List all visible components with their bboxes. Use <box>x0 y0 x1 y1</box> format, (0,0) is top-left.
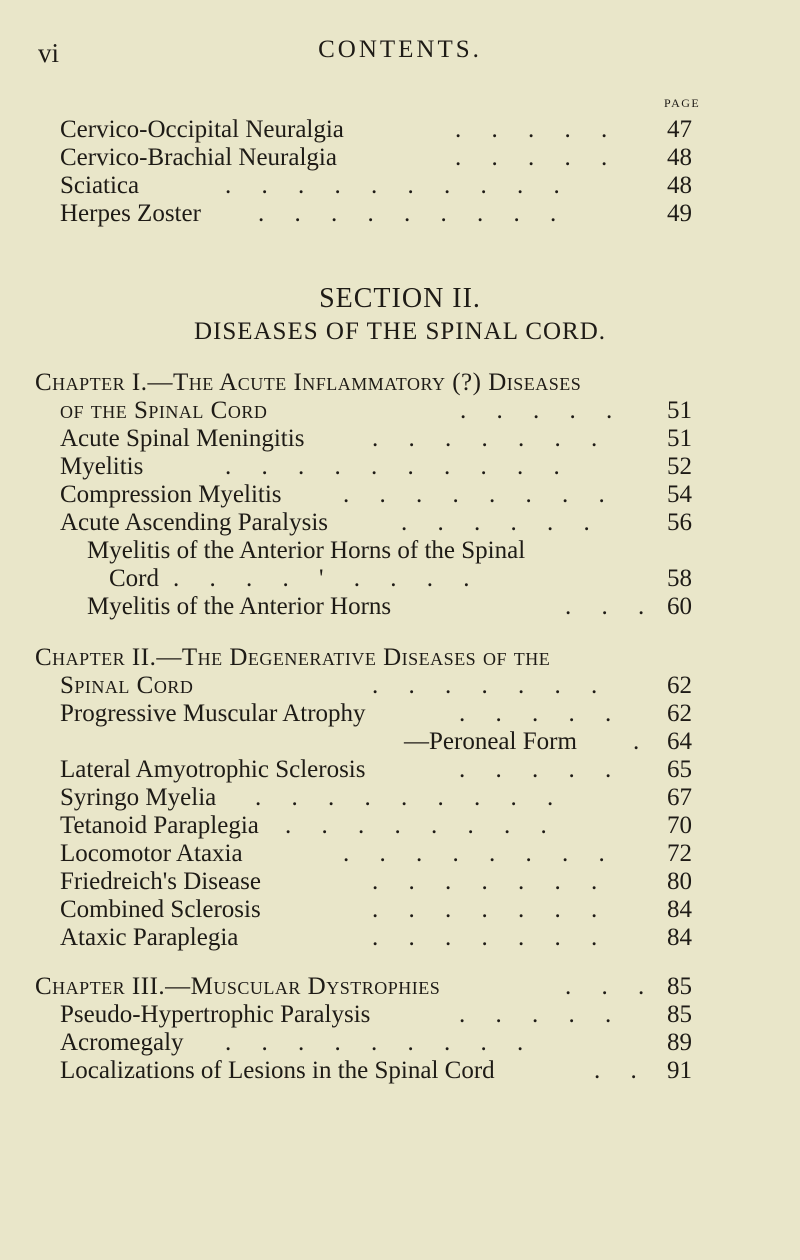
toc-entry <box>60 783 216 813</box>
toc-entry <box>404 727 577 757</box>
entry-page: 51 <box>667 397 692 424</box>
entry-page: 70 <box>667 812 692 839</box>
entry-title: Cord <box>109 565 159 592</box>
leader-dots: . . . . . <box>459 756 624 783</box>
entry-page: 51 <box>667 425 692 452</box>
leader-dots: . . . . . <box>459 700 624 727</box>
entry-page: 84 <box>667 924 692 951</box>
toc-entry <box>60 143 337 173</box>
entry-title: Ataxic Paraplegia <box>60 924 239 951</box>
entry-title: Tetanoid Paraplegia <box>60 812 259 839</box>
leader-dots: . . . . . . <box>401 509 602 536</box>
entry-page: 65 <box>667 756 692 783</box>
toc-entry <box>60 508 328 538</box>
leader-dots: . . . . . . . <box>372 868 610 895</box>
entry-page: 52 <box>667 453 692 480</box>
entry-title: Myelitis <box>60 453 144 480</box>
entry-title: Combined Sclerosis <box>60 896 261 923</box>
entry-page: 85 <box>667 1001 692 1028</box>
chapter-heading: Chapter I.—The Acute Inflammatory (?) Diseases <box>35 369 582 396</box>
entry-page: 58 <box>667 565 692 592</box>
leader-dots: . . . . . . . <box>372 672 610 699</box>
toc-entry <box>60 867 261 897</box>
entry-title: Friedreich's Disease <box>60 868 261 895</box>
entry-page: 72 <box>667 840 692 867</box>
running-title: CONTENTS. <box>318 36 482 63</box>
running-head <box>0 36 800 76</box>
entry-page: 56 <box>667 509 692 536</box>
toc-entry-cont <box>109 564 159 594</box>
leader-dots: . <box>633 728 652 755</box>
toc-entry <box>60 424 304 454</box>
page-numeral: vi <box>38 38 60 68</box>
leader-dots: . . . . . . . . <box>343 840 617 867</box>
entry-title: Acromegaly <box>60 1029 184 1056</box>
toc-entry <box>60 1000 370 1030</box>
entry-title: Myelitis of the Anterior Horns of the Spinal <box>87 537 526 564</box>
page-column-label: PAGE <box>664 96 701 110</box>
entry-title: Lateral Amyotrophic Sclerosis <box>60 756 366 783</box>
toc-entry <box>60 895 261 925</box>
toc-entry <box>60 923 238 953</box>
leader-dots: . . <box>594 1057 649 1084</box>
toc-entry <box>60 811 259 841</box>
entry-title: Localizations of Lesions in the Spinal Cord <box>60 1057 495 1084</box>
leader-dots: . . . . . . . . . <box>258 200 569 227</box>
entry-title: Pseudo-Hypertrophic Paralysis <box>60 1001 371 1028</box>
entry-title: Myelitis of the Anterior Horns <box>87 593 392 620</box>
entry-page: 84 <box>667 896 692 923</box>
toc-entry <box>60 839 243 869</box>
entry-title: —Peroneal Form <box>404 728 577 755</box>
entry-title: Herpes Zoster <box>60 200 201 227</box>
chapter-heading-cont: of the Spinal Cord <box>60 397 268 424</box>
entry-title: Locomotor Ataxia <box>60 840 243 867</box>
leader-dots: . . . . . . . . . <box>225 1029 536 1056</box>
toc-entry <box>60 480 282 510</box>
leader-dots: . . . . . . . . . . <box>225 172 572 199</box>
toc-entry <box>60 452 143 482</box>
entry-page: 64 <box>667 728 692 755</box>
entry-page: 60 <box>667 593 692 620</box>
entry-title: Acute Ascending Paralysis <box>60 509 329 536</box>
entry-page: 67 <box>667 784 692 811</box>
leader-dots: . . . . . . . <box>372 896 610 923</box>
entry-page: 49 <box>667 200 692 227</box>
leader-dots: . . . . . . . . . <box>255 784 566 811</box>
entry-title: Sciatica <box>60 172 140 199</box>
leader-dots: . . . . . . . <box>372 924 610 951</box>
entry-page: 62 <box>667 672 692 699</box>
leader-dots: . . . . . <box>460 397 625 424</box>
leader-dots: . . . . . <box>455 144 620 171</box>
entry-page: 62 <box>667 700 692 727</box>
entry-title: Cervico-Occipital Neuralgia <box>60 116 344 143</box>
entry-title: Compression Myelitis <box>60 481 282 508</box>
chapter-heading: Chapter II.—The Degenerative Diseases of the <box>35 644 551 671</box>
entry-page: 91 <box>667 1057 692 1084</box>
leader-dots: . . . . . <box>459 1001 624 1028</box>
entry-page: 47 <box>667 116 692 143</box>
toc-entry <box>60 1056 495 1086</box>
chapter-heading-cont: Spinal Cord <box>60 672 194 699</box>
entry-title: Syringo Myelia <box>60 784 217 811</box>
entry-page: 80 <box>667 868 692 895</box>
entry-page: 48 <box>667 172 692 199</box>
toc-entry <box>60 699 366 729</box>
toc-entry <box>60 755 365 785</box>
leader-dots: . . . <box>565 973 657 1000</box>
section-heading: SECTION II. <box>319 283 481 314</box>
toc-entry <box>60 171 139 201</box>
leader-dots: . . . . . . . . . . <box>225 453 572 480</box>
toc-entry <box>60 199 201 229</box>
leader-dots: . . . . . . . . <box>343 481 617 508</box>
entry-title: Cervico-Brachial Neuralgia <box>60 144 337 171</box>
entry-page: 54 <box>667 481 692 508</box>
entry-page: 85 <box>667 973 692 1000</box>
toc-entry <box>87 592 391 622</box>
entry-page: 48 <box>667 144 692 171</box>
entry-title: Acute Spinal Meningitis <box>60 425 305 452</box>
entry-title: Progressive Muscular Atrophy <box>60 700 366 727</box>
leader-dots: . . . . . <box>455 116 620 143</box>
section-subheading: DISEASES OF THE SPINAL CORD. <box>193 318 607 345</box>
leader-dots: . . . . . . . . <box>285 812 559 839</box>
chapter-heading: Chapter III.—Muscular Dystrophies <box>35 973 441 1000</box>
entry-page: 89 <box>667 1029 692 1056</box>
leader-dots: . . . . ' . . . . <box>173 565 482 592</box>
leader-dots: . . . . . . . <box>372 425 610 452</box>
toc-entry <box>60 1028 184 1058</box>
toc-entry <box>60 115 344 145</box>
toc-entry <box>87 536 525 566</box>
leader-dots: . . . <box>565 593 657 620</box>
